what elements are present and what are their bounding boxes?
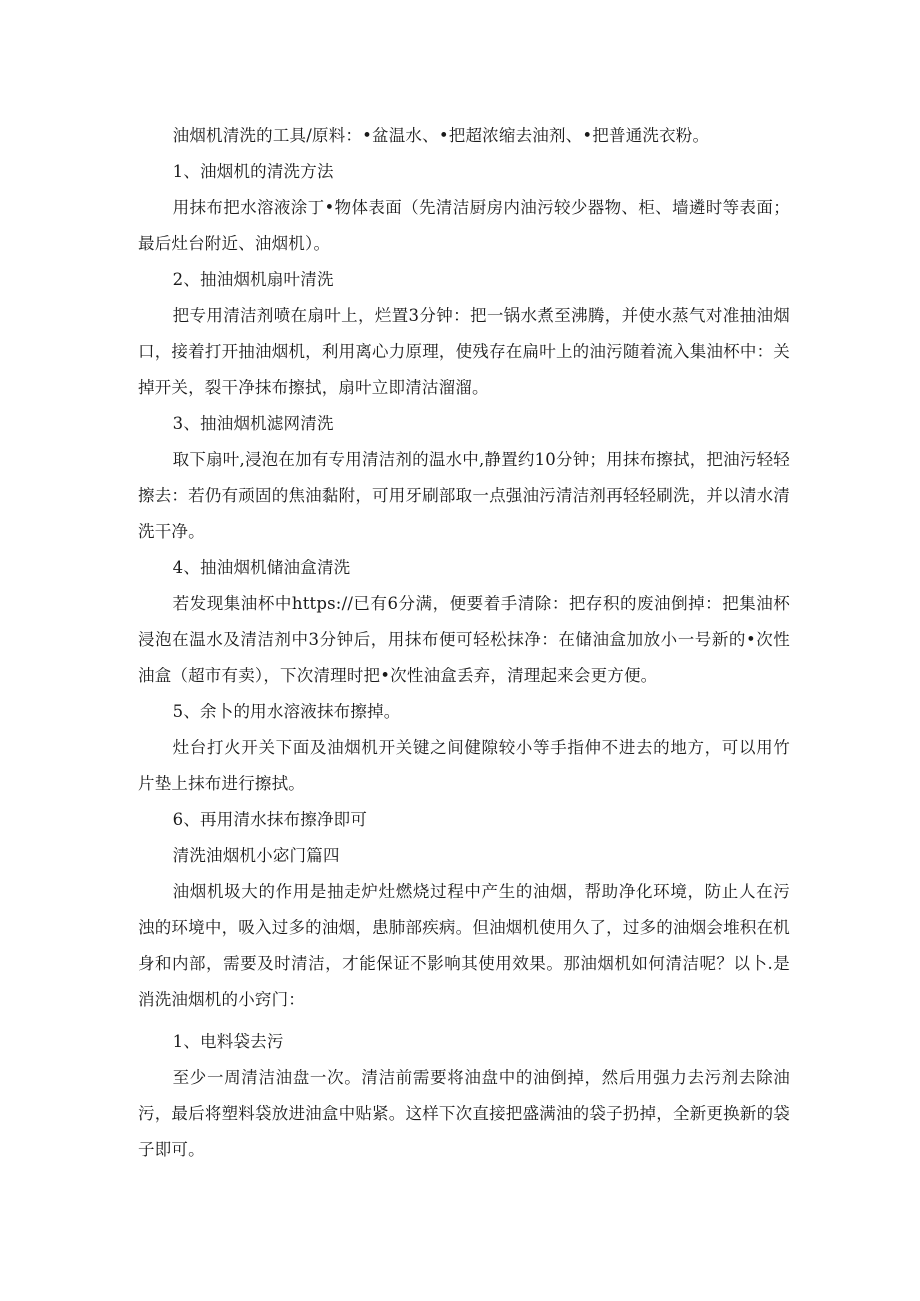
section-heading-6: 6、再用清水抹布擦净即可 <box>172 810 368 829</box>
intro-paragraph: 油烟机圾大的作用是抽走炉灶燃烧过程中产生的油烟，帮助净化环境，防止人在污浊的环境中，吸入过多的油烟，患肺部疾病。但油烟机使用久了，过多的油烟会堆积在机身和内部，需要及时清洁，才能保证不影响其使用效果。那油烟机如何清洁呢？以卜.是消洗油烟机的小窍门： <box>138 882 790 1009</box>
tip-heading-1: 1、电料袋去污 <box>172 1032 284 1051</box>
method-paragraph: 用抹布把水溶液涂丁•物体表面（先清洁厨房内油污较少器物、柜、墙遴时等表面；最后灶台附近、油烟机）。 <box>138 198 790 253</box>
tools-paragraph: 油烟机清洗的工具/原料：•盆温水、•把超浓缩去油剂、•把普通洗衣粉。 <box>172 126 710 145</box>
section-heading-5: 5、余卜的用水溶液抹布擦掉。 <box>172 702 401 721</box>
plastic-bag-paragraph: 至少一周清洁油盘一次。清洁前需要将油盘中的油倒掉，然后用强力去污剂去除油污，最后将塑料袋放进油盒中贴紧。这样下次直接把盛满油的袋子扔掉，全新更换新的袋子即可。 <box>138 1068 790 1159</box>
oil-box-paragraph: 若发现集油杯中https://已有6分满，便要着手清除：把存积的废油倒掉：把集油杯浸泡在温水及清洁剂中3分钟后，用抹布便可轻松抹净：在储油盒加放小一号新的•次性油盒（超市有卖），下次清理时把•次性油盒丢弃，清理起来会更方便。 <box>138 594 790 685</box>
document-body <box>138 118 790 1168</box>
section-heading-3: 3、抽油烟机滤网清洗 <box>172 414 334 433</box>
section-heading-4: 4、抽油烟机储油盒清洗 <box>172 558 351 577</box>
fan-blade-paragraph: 把专用清洁剂喷在扇叶上，烂置3分钟：把一锅水煮至沸腾，并使水蒸气对准抽油烟口，接着打开抽油烟机，利用离心力原理，使残存在扁叶上的油污随着流入集油杯中：关掉开关，裂干净抹布擦拭，扇叶立即清沽溜溜。 <box>138 306 790 397</box>
article-heading: 清洗油烟机小宓门篇四 <box>172 846 340 865</box>
gap-cleaning-paragraph: 灶台打火开关下面及油烟机开关键之间健隙较小等手指伸不进去的地方，可以用竹片垫上抹布进行擦拭。 <box>138 738 790 793</box>
section-heading-1: 1、油烟机的清洗方法 <box>172 162 334 181</box>
filter-paragraph: 取下扇叶,浸泡在加有专用清洁剂的温水中,静置约10分钟；用抹布擦拭，把油污轻轻擦去：若仍有顽固的焦油黏附，可用牙刷部取一点强油污清洁剂再轻轻刷洗，并以清水清洗干净。 <box>138 450 790 541</box>
section-heading-2: 2、抽油烟机扇叶清洗 <box>172 270 334 289</box>
